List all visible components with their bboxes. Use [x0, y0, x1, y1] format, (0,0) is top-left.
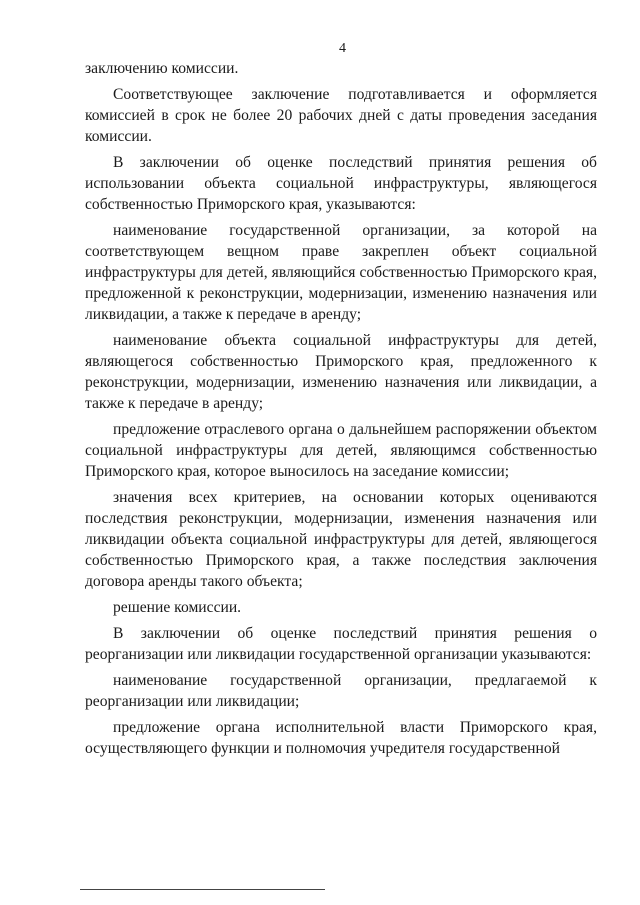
paragraph-agency-proposal: предложение отраслевого органа о дальнейшем распоряжении объектом социальной инфраструктуры для детей, являющимся собственностью Приморского края, которое выносилось на заседание комиссии;	[85, 421, 597, 480]
paragraph-continuation: заключению комиссии.	[85, 60, 239, 77]
paragraph-executive-body-proposal: предложение органа исполнительной власти Приморского края, осуществляющего функции и полномочия учредителя государственной	[85, 719, 597, 757]
paragraph-reorganization-conclusion-intro: В заключении об оценке последствий принятия решения о реорганизации или ликвидации государственной организации указываются:	[85, 625, 597, 663]
paragraph-object-name: наименование объекта социальной инфраструктуры для детей, являющегося собственностью Приморского края, предложенного к реконструкции, модернизации, изменению назначения или ликвидации, а также к передаче в аренду;	[85, 332, 597, 412]
footer-divider	[80, 889, 325, 890]
paragraph-deadline: Соответствующее заключение подготавливается и оформляется комиссией в срок не более 20 рабочих дней с даты проведения заседания комиссии.	[85, 86, 597, 145]
paragraph-criteria-values: значения всех критериев, на основании которых оцениваются последствия реконструкции, модернизации, изменения назначения или ликвидации объекта социальной инфраструктуры для детей, являющегося собственностью Приморского края, а также последствия заключения договора аренды такого объекта;	[85, 489, 597, 590]
paragraph-organization-name: наименование государственной организации, за которой на соответствующем вещном праве закреплен объект социальной инфраструктуры для детей, являющийся собственностью Приморского края, предложенной к реконструкции, модернизации, изменению назначения или ликвидации, а также к передаче в аренду;	[85, 222, 597, 323]
paragraph-reorganization-organization-name: наименование государственной организации, предлагаемой к реорганизации или ликвидации;	[85, 672, 597, 710]
paragraph-commission-decision: решение комиссии.	[113, 599, 242, 616]
paragraph-infrastructure-conclusion-intro: В заключении об оценке последствий принятия решения об использовании объекта социальной инфраструктуры, являющегося собственностью Приморского края, указываются:	[85, 154, 597, 213]
page-number: 4	[339, 41, 346, 56]
document-body	[85, 58, 597, 764]
